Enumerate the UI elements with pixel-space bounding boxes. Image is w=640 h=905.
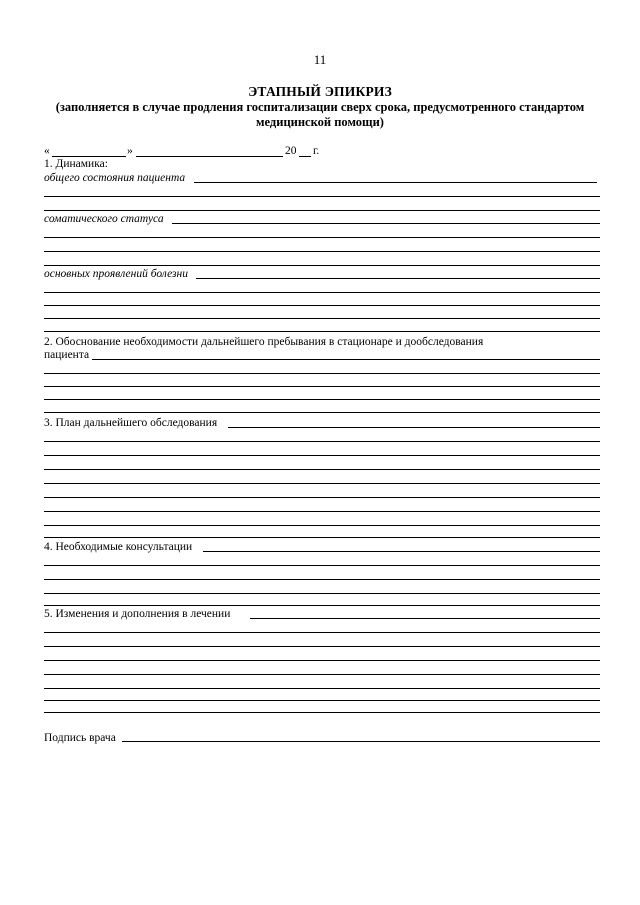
somatic-status-label: соматического статуса [44, 213, 164, 225]
section-2-heading-line-2: пациента [44, 349, 90, 361]
examination-plan-line[interactable] [44, 525, 600, 526]
date-year-prefix: 20 [285, 145, 297, 157]
justification-line[interactable] [44, 412, 600, 413]
examination-plan-line[interactable] [44, 537, 600, 538]
examination-plan-line[interactable] [44, 469, 600, 470]
section-4-heading: 4. Необходимые консультации [44, 541, 193, 553]
somatic-status-line[interactable] [44, 237, 600, 238]
document-title: ЭТАПНЫЙ ЭПИКРИЗ [248, 84, 392, 99]
consultations-line[interactable] [44, 565, 600, 566]
justification-field[interactable] [92, 359, 600, 360]
section-5-heading: 5. Изменения и дополнения в лечении [44, 608, 231, 620]
examination-plan-line[interactable] [44, 511, 600, 512]
treatment-changes-line[interactable] [44, 712, 600, 713]
justification-line[interactable] [44, 373, 600, 374]
examination-plan-line[interactable] [44, 483, 600, 484]
date-year-suffix: г. [313, 145, 320, 157]
treatment-changes-field[interactable] [250, 618, 600, 619]
examination-plan-line[interactable] [44, 497, 600, 498]
signature-label: Подпись врача [44, 732, 116, 744]
general-condition-line[interactable] [44, 210, 600, 211]
treatment-changes-line[interactable] [44, 632, 600, 633]
main-manifestations-field[interactable] [196, 278, 600, 279]
main-manifestations-line[interactable] [44, 292, 600, 293]
treatment-changes-line[interactable] [44, 646, 600, 647]
justification-line[interactable] [44, 399, 600, 400]
date-open-quote: « [44, 145, 50, 157]
somatic-status-line[interactable] [44, 251, 600, 252]
main-manifestations-line[interactable] [44, 318, 600, 319]
date-month-field[interactable] [136, 156, 283, 157]
examination-plan-field[interactable] [228, 427, 600, 428]
signature-field[interactable] [122, 741, 600, 742]
date-close-quote: » [127, 145, 133, 157]
treatment-changes-line[interactable] [44, 674, 600, 675]
main-manifestations-line[interactable] [44, 331, 600, 332]
consultations-line[interactable] [44, 605, 600, 606]
examination-plan-line[interactable] [44, 441, 600, 442]
somatic-status-line[interactable] [44, 265, 600, 266]
section-2-heading-line-1: 2. Обоснование необходимости дальнейшего пребывания в стационаре и дообследования [44, 336, 484, 348]
date-year-field[interactable] [299, 156, 311, 157]
section-1-heading: 1. Динамика: [44, 158, 108, 170]
general-condition-line[interactable] [44, 196, 600, 197]
main-manifestations-label: основных проявлений болезни [44, 268, 188, 280]
examination-plan-line[interactable] [44, 455, 600, 456]
main-manifestations-line[interactable] [44, 305, 600, 306]
consultations-line[interactable] [44, 593, 600, 594]
treatment-changes-line[interactable] [44, 688, 600, 689]
document-subtitle-line-2: медицинской помощи) [256, 115, 384, 129]
justification-line[interactable] [44, 386, 600, 387]
document-subtitle-line-1: (заполняется в случае продления госпитализации сверх срока, предусмотренного стандартом [55, 100, 585, 114]
consultations-line[interactable] [44, 579, 600, 580]
section-3-heading: 3. План дальнейшего обследования [44, 417, 218, 429]
somatic-status-field[interactable] [172, 223, 600, 224]
page-number: 11 [313, 52, 327, 67]
general-condition-label: общего состояния пациента [44, 172, 186, 184]
treatment-changes-line[interactable] [44, 700, 600, 701]
general-condition-field[interactable] [194, 182, 597, 183]
consultations-field[interactable] [203, 551, 600, 552]
treatment-changes-line[interactable] [44, 660, 600, 661]
date-day-field[interactable] [52, 156, 126, 157]
